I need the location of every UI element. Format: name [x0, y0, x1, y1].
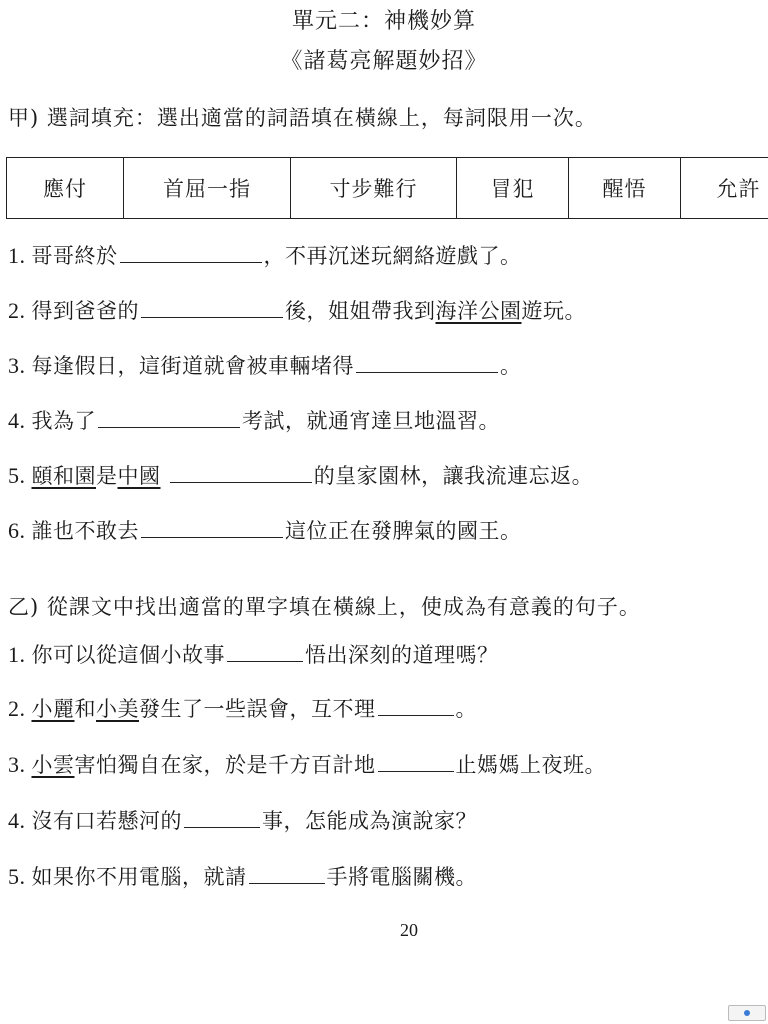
answer-blank[interactable]	[141, 297, 283, 318]
proper-noun: 海洋公園	[435, 299, 522, 323]
answer-blank[interactable]	[120, 242, 262, 263]
question-number: 6.	[8, 518, 32, 543]
question-number: 5.	[8, 463, 32, 488]
question-number: 1.	[8, 243, 32, 268]
question-text: 哥哥終於	[31, 244, 118, 268]
question-text: 每逢假日，這街道就會被車輛堵得	[31, 354, 354, 378]
section-a-question	[8, 461, 593, 491]
answer-blank[interactable]	[249, 863, 325, 884]
answer-blank[interactable]	[227, 641, 303, 662]
question-text: 後，姐姐帶我到	[285, 299, 436, 323]
question-number: 4.	[8, 808, 32, 833]
lesson-title: 《諸葛亮解題妙招》	[280, 49, 488, 74]
page-number: 20	[400, 920, 418, 940]
section-b-question	[8, 694, 477, 724]
question-number: 1.	[8, 642, 32, 667]
question-text: 誰也不敢去	[31, 519, 139, 543]
section-b-heading: 乙) 從課文中找出適當的單字填在橫線上，使成為有意義的句子。	[8, 595, 641, 619]
question-number: 3.	[8, 752, 32, 777]
proper-noun: 小雲	[31, 753, 75, 777]
camscanner-badge-icon	[728, 1005, 766, 1021]
question-text: 事，怎能成為演說家？	[262, 809, 477, 833]
section-a-question	[8, 296, 586, 326]
question-text: 我為了	[31, 409, 96, 433]
section-a-question	[8, 241, 522, 271]
question-text: 止媽媽上夜班。	[455, 753, 606, 777]
question-text: 。	[500, 354, 522, 378]
proper-noun: 中國	[117, 464, 161, 488]
section-b-question	[8, 750, 606, 780]
section-a-heading: 甲) 選詞填充：選出適當的詞語填在橫線上，每詞限用一次。	[8, 106, 597, 130]
question-text: 悟出深刻的道理嗎？	[305, 643, 499, 667]
answer-blank[interactable]	[378, 751, 454, 772]
answer-blank[interactable]	[98, 407, 240, 428]
proper-noun: 小美	[96, 697, 139, 721]
question-text: 的皇家園林，讓我流連忘返。	[313, 464, 594, 488]
answer-blank[interactable]	[356, 352, 498, 373]
section-b-question	[8, 640, 499, 670]
question-text: 你可以從這個小故事	[31, 643, 225, 667]
unit-title: 單元二：神機妙算	[291, 9, 476, 34]
section-a-question	[8, 516, 522, 546]
answer-blank[interactable]	[378, 695, 454, 716]
question-number: 2.	[8, 298, 32, 323]
question-text: 如果你不用電腦，就請	[31, 865, 247, 889]
question-number: 3.	[8, 353, 32, 378]
question-text: 和	[74, 697, 96, 721]
word-bank-table	[6, 157, 768, 219]
scanner-logo-icon	[744, 1010, 750, 1016]
question-text: 害怕獨自在家，於是千方百計地	[74, 753, 376, 777]
question-text: 發生了一些誤會，互不理	[139, 697, 376, 721]
word-bank-cell: 冒犯	[457, 158, 569, 219]
answer-blank[interactable]	[184, 807, 260, 828]
question-text	[161, 464, 168, 488]
question-text: 手將電腦關機。	[326, 865, 477, 889]
question-text: 。	[455, 697, 477, 721]
question-text: 是	[96, 464, 118, 488]
question-text: 這位正在發脾氣的國王。	[285, 519, 522, 543]
question-text: 沒有口若懸河的	[31, 809, 182, 833]
answer-blank[interactable]	[170, 462, 312, 483]
section-b-question	[8, 806, 477, 836]
question-text: 遊玩。	[521, 299, 586, 323]
question-number: 2.	[8, 696, 32, 721]
proper-noun: 頤和園	[31, 464, 96, 488]
section-a-question	[8, 351, 522, 381]
question-text: ，不再沉迷玩網絡遊戲了。	[263, 244, 522, 268]
word-bank-cell: 應付	[7, 158, 124, 219]
section-b-question	[8, 862, 477, 892]
question-text: 得到爸爸的	[31, 299, 139, 323]
question-number: 5.	[8, 864, 32, 889]
answer-blank[interactable]	[141, 517, 283, 538]
word-bank-cell: 寸步難行	[291, 158, 457, 219]
word-bank-cell: 首屈一指	[124, 158, 291, 219]
proper-noun: 小麗	[31, 697, 75, 721]
question-text: 考試，就通宵達旦地溫習。	[242, 409, 500, 433]
section-a-question	[8, 406, 500, 436]
word-bank-cell: 醒悟	[569, 158, 681, 219]
question-number: 4.	[8, 408, 32, 433]
word-bank-cell: 允許	[681, 158, 768, 219]
